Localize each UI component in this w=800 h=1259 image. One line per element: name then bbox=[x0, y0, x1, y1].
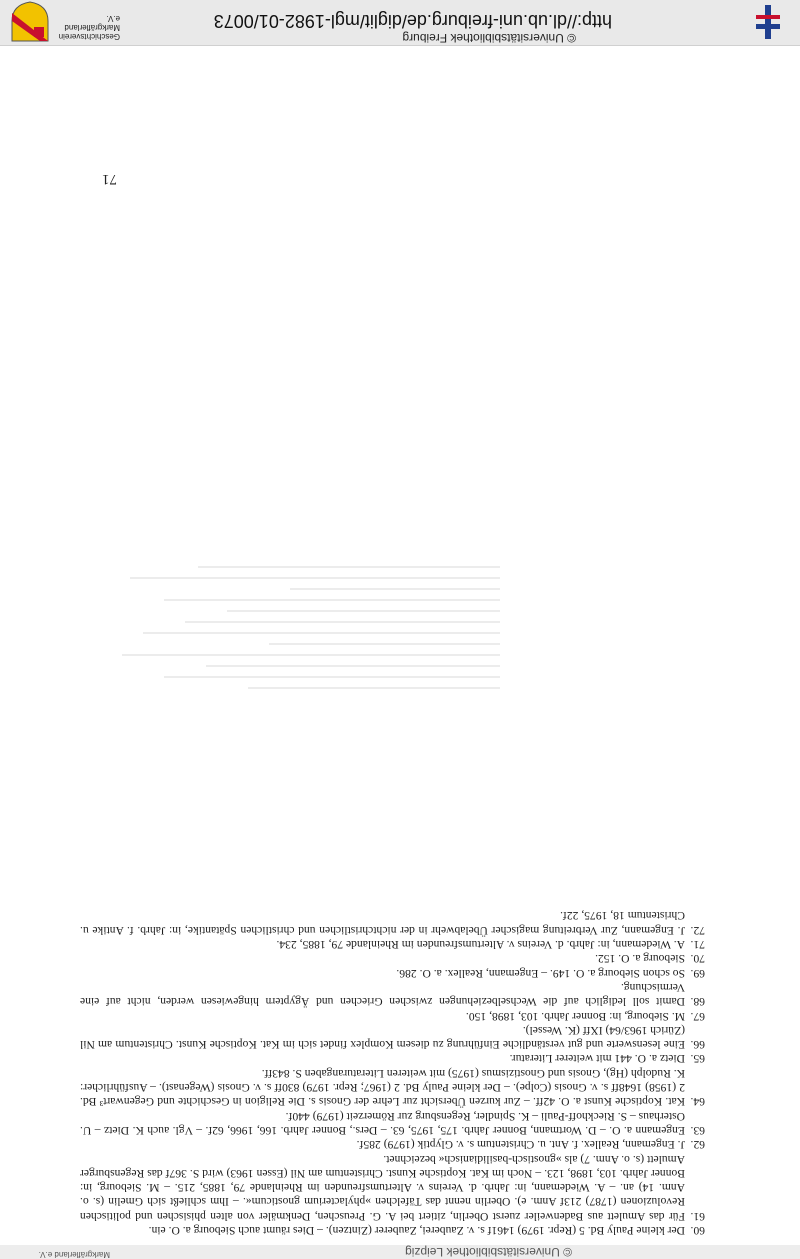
page-number: 71 bbox=[102, 171, 117, 187]
footnote-number: 64. bbox=[690, 1095, 705, 1109]
footnote-text: Damit soll lediglich auf die Wechselbeziehungen zwischen Griechen und Ägyptern hingewiesen werden, nicht auf eine Vermischung. bbox=[80, 980, 685, 1009]
footnote-text: Eine lesenswerte und gut verständliche Einführung zu diesem Komplex findet sich im Kat. Koptische Kunst. Christentum am Nil (Zürich 1963/64) IXff (K. Wessel). bbox=[80, 1023, 685, 1052]
footnote-text: Siebourg a. O. 152. bbox=[595, 952, 685, 966]
footnote-number: 70. bbox=[690, 952, 705, 966]
footnote-number: 68. bbox=[690, 995, 705, 1009]
footnote bbox=[80, 1008, 705, 1022]
repository-banner bbox=[0, 0, 800, 46]
top-strip-society: Markgräflerland e.V. bbox=[38, 1250, 110, 1259]
footnote bbox=[80, 1065, 705, 1108]
footnote-number: 67. bbox=[690, 1009, 705, 1023]
permalink-url[interactable]: http://dl.ub.uni-freiburg.de/diglit/mgl-1982-01/0073 bbox=[213, 11, 612, 31]
footnote bbox=[80, 908, 705, 937]
footnote-number: 66. bbox=[690, 1038, 705, 1052]
footnote-number: 62. bbox=[690, 1138, 705, 1152]
footnote-text: A. Wiedemann, in: Jahrb. d. Vereins v. Altertumsfreunden im Rheinlande 79, 1885, 234. bbox=[276, 938, 685, 952]
society-line2: Markgräflerland e.V. bbox=[64, 14, 120, 32]
footnote-text: Dietz a. O. 441 mit weiterer Literatur. bbox=[509, 1052, 685, 1066]
footnote bbox=[80, 1151, 705, 1222]
footnote-number: 72. bbox=[690, 923, 705, 937]
footnote-text: Für das Amulett aus Badenweiler zuerst Oberlin, zitiert bei A. G. Preuschen, Denkmäler von alten phisischen und politischen Revoluzionen (1787) 213f Anm. e). Oberlin nennt das Täfelchen »phylacterium gnosticum«. – Ihm schließt sich Gmelin (s. o. Anm. 14) an. – A. Wiedemann, in: Jahrb. d. Vereins v. Altertumsfreunden im Rheinlande 79, 1885, 215. – M. Siebourg, in: Bonner Jahrb. 103, 1898, 123. – Noch im Kat. Koptische Kunst. Christentum am Nil (Essen 1963) wird S. 367f das Regensburger Amulett (s. o. Anm. 7) als »gnostisch-basilidianisch« bezeichnet. bbox=[80, 1152, 685, 1223]
footnote bbox=[80, 1051, 705, 1065]
footnotes-block bbox=[80, 908, 705, 1237]
footnote-number: 69. bbox=[690, 966, 705, 980]
top-strip-copyright: © Universitätsbibliothek Leipzig bbox=[405, 1245, 572, 1259]
society-name bbox=[60, 14, 120, 41]
footnote bbox=[80, 951, 705, 965]
copyright-line: © Universitätsbibliothek Freiburg bbox=[402, 31, 576, 45]
footnote-text: J. Engemann, Zur Verbreitung magischer Übelabwehr in der nichtchristlichen und christlichen Spätantike, in: Jahrb. f. Antike u. Christentum 18, 1975, 22f. bbox=[80, 909, 685, 937]
library-logo-icon bbox=[754, 5, 782, 39]
footnote bbox=[80, 965, 705, 979]
footnote bbox=[80, 980, 705, 1009]
footnote-text: Der kleine Pauly Bd. 5 (Repr. 1979) 1461f s. v. Zauberei, Zauberer (Zintzen). – Dies räumt auch Siebourg a. O. ein. bbox=[148, 1224, 685, 1237]
footnote-number: 60. bbox=[690, 1224, 705, 1237]
top-strip bbox=[0, 1245, 800, 1259]
footnote-text: So schon Siebourg a. O. 149. – Engemann, Reallex. a. O. 286. bbox=[396, 966, 685, 980]
show-through-area bbox=[80, 269, 500, 689]
footnote-text: Kat. Koptische Kunst a. O. 42ff. – Zur kurzen Übersicht zur Lehre der Gnosis s. Die Religion in Geschichte und Gegenwart³ Bd. 2 (1958) 1648ff s. v. Gnosis (Colpe). – Der kleine Pauly Bd. 2 (1967; Repr. 1979) 830ff s. v. Gnosis (Wegenast). – Ausführlicher: K. Rudolph (Hg), Gnosis und Gnostizismus (1975) mit weiteren Literaturangaben S. 843ff. bbox=[80, 1066, 685, 1109]
society-crest-icon bbox=[10, 1, 50, 43]
footnote-text: M. Siebourg, in: Bonner Jahrb. 103, 1898, 150. bbox=[465, 1009, 685, 1023]
society-line1: Geschichtsverein bbox=[58, 32, 120, 41]
footnote bbox=[80, 1223, 705, 1237]
footnote-text: J. Engemann, Reallex. f. Ant. u. Christentum s. v. Glyptik (1979) 285f. bbox=[356, 1138, 685, 1152]
footnote bbox=[80, 1108, 705, 1137]
footnote bbox=[80, 937, 705, 951]
footnote bbox=[80, 1023, 705, 1052]
footnote-number: 61. bbox=[690, 1209, 705, 1223]
footnote-text: Engemann a. O. – D. Wortmann, Bonner Jahrb. 175, 1975, 63. – Ders., Bonner Jahrb. 166, 1966, 62f. – Vgl. auch K. Dietz – U. Osterhaus – S. Rieckhoff-Pauli – K. Spindler, Regensburg zur Römerzeit (1979) 440f. bbox=[80, 1109, 685, 1137]
footnote-number: 65. bbox=[690, 1052, 705, 1066]
footnote bbox=[80, 1137, 705, 1151]
footnote-number: 63. bbox=[690, 1123, 705, 1137]
footnote-number: 71. bbox=[690, 938, 705, 952]
